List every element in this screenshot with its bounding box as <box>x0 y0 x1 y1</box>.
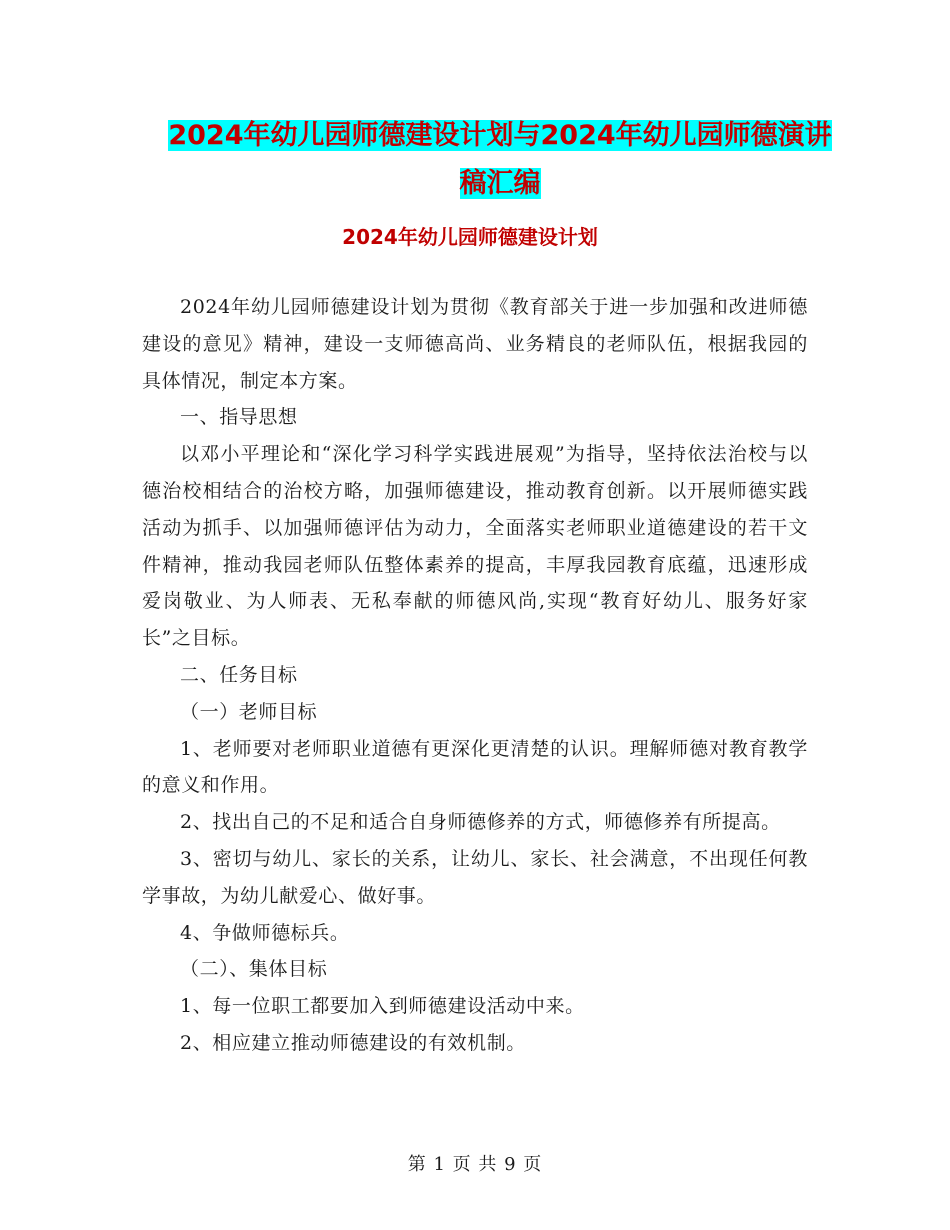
document-body <box>142 289 808 1062</box>
subheading-collective-goals: （二）、集体目标 <box>180 958 328 981</box>
page-footer: 第 1 页 共 9 页 <box>407 1154 543 1175</box>
document-title <box>140 112 860 208</box>
title-line-1: 2024年幼儿园师德建设计划与2024年幼儿园师德演讲 <box>168 120 832 151</box>
section-heading: 2024年幼儿园师德建设计划 <box>342 225 598 249</box>
list-item: 2、找出自己的不足和适合自身师德修养的方式，师德修养有所提高。 <box>180 811 781 834</box>
list-item: 2、相应建立推动师德建设的有效机制。 <box>180 1031 526 1054</box>
paragraph-intro: 2024年幼儿园师德建设计划为贯彻《教育部关于进一步加强和改进师德建设的意见》精神，建设一支师德高尚、业务精良的老师队伍，根据我园的具体情况，制定本方案。 <box>142 296 808 392</box>
list-item: 3、密切与幼儿、家长的关系，让幼儿、家长、社会满意，不出现任何教学事故，为幼儿献爱心、做好事。 <box>142 847 808 907</box>
list-item: 4、争做师德标兵。 <box>180 921 350 944</box>
list-item: 1、每一位职工都要加入到师德建设活动中来。 <box>180 995 585 1018</box>
list-item: 1、老师要对老师职业道德有更深化更清楚的认识。理解师德对教育教学的意义和作用。 <box>142 737 808 797</box>
heading-task-goals: 二、任务目标 <box>180 663 298 686</box>
title-line-2: 稿汇编 <box>459 168 541 199</box>
subheading-teacher-goals: （一）老师目标 <box>180 700 318 723</box>
paragraph-guiding-ideology: 以邓小平理论和“深化学习科学实践进展观”为指导，坚持依法治校与以德治校相结合的治校方略，加强师德建设，推动教育创新。以开展师德实践活动为抓手、以加强师德评估为动力，全面落实老师职业道德建设的若干文件精神，推动我园老师队伍整体素养的提高，丰厚我园教育底蕴，迅速形成爱岗敬业、为人师表、无私奉献的师德风尚,实现“教育好幼儿、服务好家长”之目标。 <box>142 443 808 650</box>
heading-guiding-ideology: 一、指导思想 <box>180 406 298 429</box>
